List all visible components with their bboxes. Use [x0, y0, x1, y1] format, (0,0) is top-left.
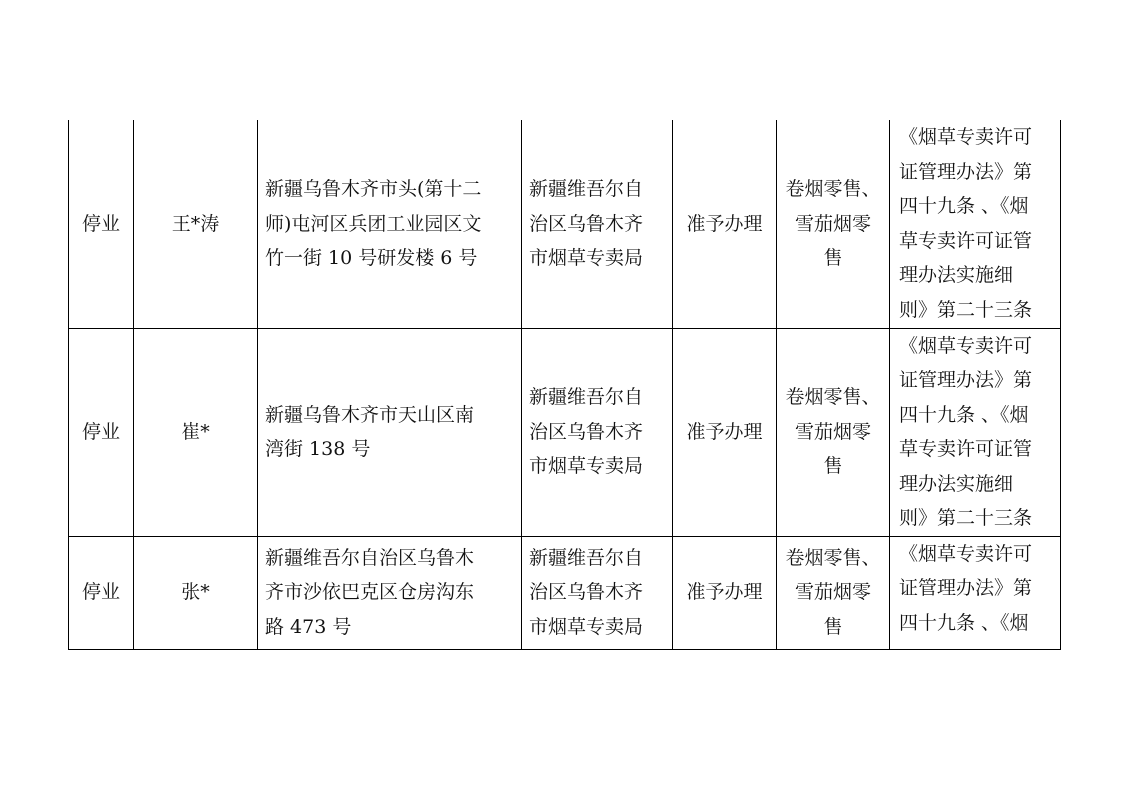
status-cell: 停业 — [69, 120, 134, 328]
basis-cell: 《烟草专卖许可 证管理办法》第 四十九条 、《烟 草专卖许可证管 理办法实施细 则》第二十三条 — [890, 120, 1061, 328]
scope-cell: 卷烟零售、 雪茄烟零 售 — [777, 536, 890, 649]
decision-cell: 准予办理 — [673, 536, 777, 649]
authority-cell: 新疆维吾尔自 治区乌鲁木齐 市烟草专卖局 — [522, 120, 673, 328]
name-cell: 王*涛 — [134, 120, 258, 328]
basis-cell: 《烟草专卖许可 证管理办法》第 四十九条 、《烟 草专卖许可证管 理办法实施细 则》第二十三条 — [890, 328, 1061, 536]
scope-cell: 卷烟零售、 雪茄烟零 售 — [777, 120, 890, 328]
basis-cell: 《烟草专卖许可 证管理办法》第 四十九条 、《烟 — [890, 536, 1061, 649]
address-cell: 新疆乌鲁木齐市天山区南 湾街 138 号 — [258, 328, 522, 536]
authority-cell: 新疆维吾尔自 治区乌鲁木齐 市烟草专卖局 — [522, 536, 673, 649]
status-cell: 停业 — [69, 328, 134, 536]
address-cell: 新疆乌鲁木齐市头(第十二 师)屯河区兵团工业园区文 竹一街 10 号研发楼 6 号 — [258, 120, 522, 328]
name-cell: 崔* — [134, 328, 258, 536]
status-cell: 停业 — [69, 536, 134, 649]
table-row — [69, 120, 1061, 328]
table-row — [69, 328, 1061, 536]
name-cell: 张* — [134, 536, 258, 649]
address-cell: 新疆维吾尔自治区乌鲁木 齐市沙依巴克区仓房沟东 路 473 号 — [258, 536, 522, 649]
authority-cell: 新疆维吾尔自 治区乌鲁木齐 市烟草专卖局 — [522, 328, 673, 536]
scope-cell: 卷烟零售、 雪茄烟零 售 — [777, 328, 890, 536]
decision-cell: 准予办理 — [673, 328, 777, 536]
table-row — [69, 536, 1061, 649]
license-table — [68, 120, 1061, 650]
decision-cell: 准予办理 — [673, 120, 777, 328]
